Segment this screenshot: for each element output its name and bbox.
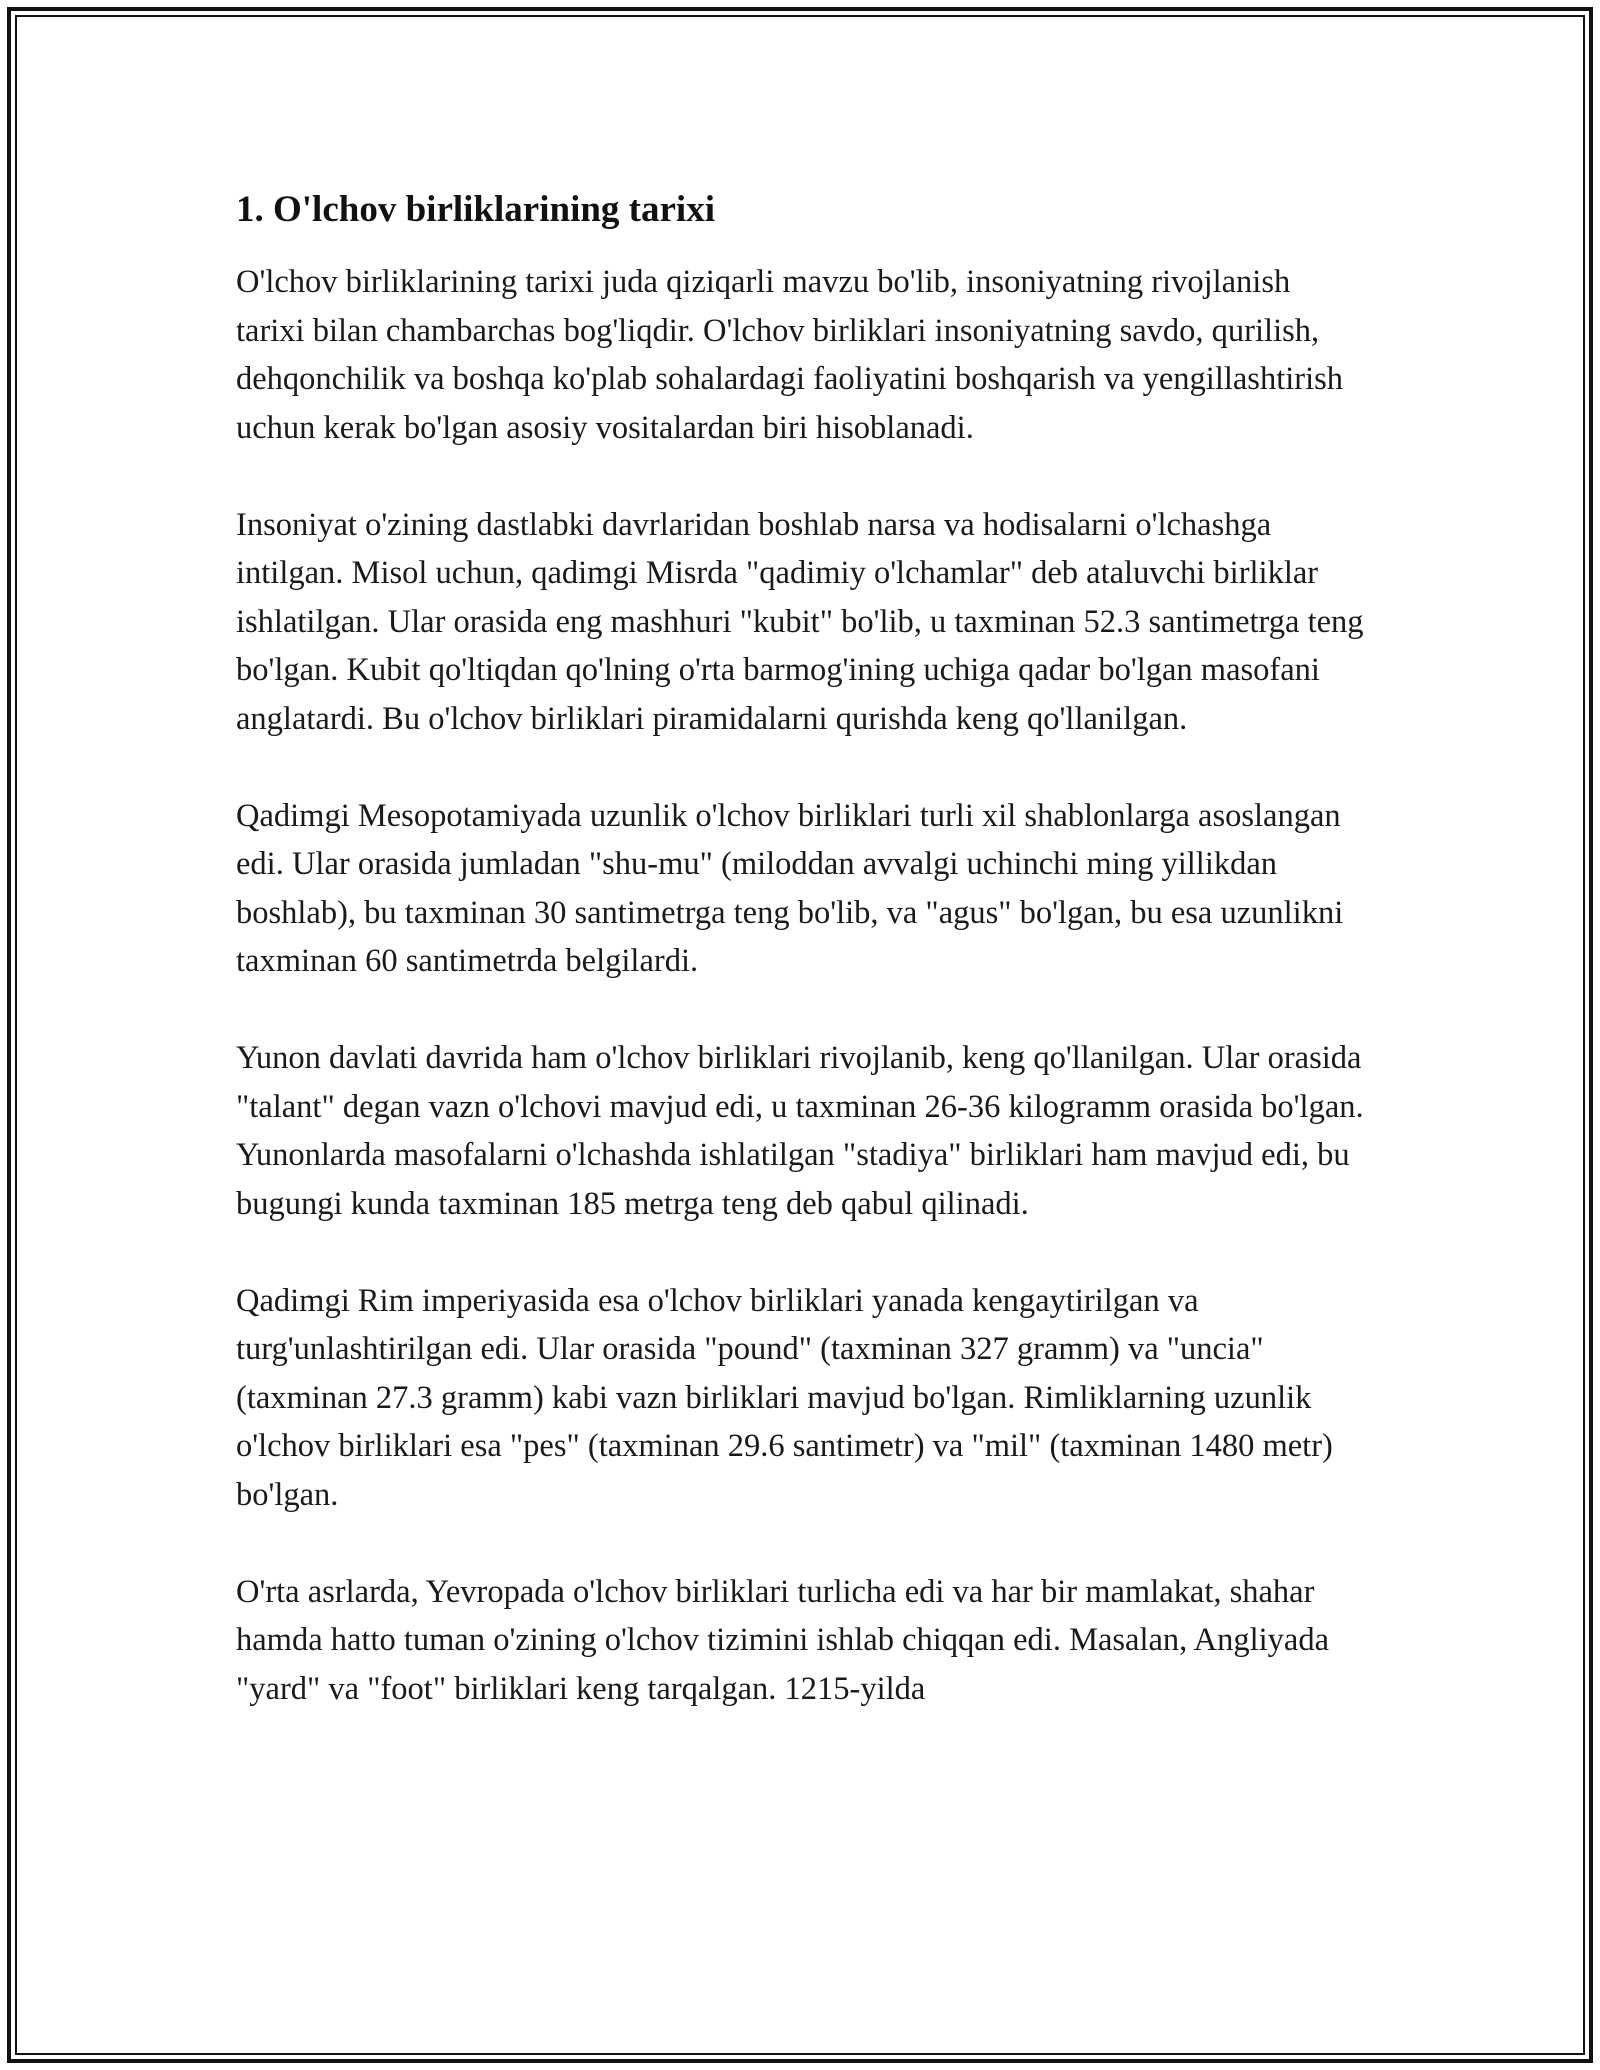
paragraph-middle-ages: O'rta asrlarda, Yevropada o'lchov birliklari turlicha edi va har bir mamlakat, shahar hamda hatto tuman o'zining o'lchov tizimini ishlab chiqqan edi. Masalan, Angliyada "yard" va "foot" birliklari keng tarqalgan. 1215-yilda: [236, 1573, 1330, 1707]
paragraph-egypt: Insoniyat o'zining dastlabki davrlaridan boshlab narsa va hodisalarni o'lchashga intilgan. Misol uchun, qadimgi Misrda "qadimiy o'lchamlar" deb ataluvchi birliklar ishlatilgan. Ular orasida eng mashhuri "kubit" bo'lib, u taxminan 52.3 santimetrga teng bo'lgan. Kubit qo'ltiqdan qo'lning o'rta barmog'ining uchiga qadar bo'lgan masofani anglatardi. Bu o'lchov birliklari piramidalarni qurishda keng qo'llanilgan.: [236, 506, 1364, 737]
paragraph-greece: Yunon davlati davrida ham o'lchov birliklari rivojlanib, keng qo'llanilgan. Ular orasida "talant" degan vazn o'lchovi mavjud edi, u taxminan 26-36 kilogramm orasida bo'lgan. Yunonlarda masofalarni o'lchashda ishlatilgan "stadiya" birliklari ham mavjud edi, bu bugungi kunda taxminan 185 metrga teng deb qabul qilinadi.: [236, 1040, 1364, 1222]
paragraph-rome: Qadimgi Rim imperiyasida esa o'lchov birliklari yanada kengaytirilgan va turg'unlashtirilgan edi. Ular orasida "pound" (taxminan 327 gramm) va "uncia" (taxminan 27.3 gramm) kabi vazn birliklari mavjud bo'lgan. Rimliklarning uzunlik o'lchov birliklari esa "pes" (taxminan 29.6 santimetr) va "mil" (taxminan 1480 metr) bo'lgan.: [236, 1282, 1333, 1513]
section-heading: 1. O'lchov birliklarining tarixi: [236, 189, 715, 230]
document-body: [236, 186, 1366, 1762]
paragraph-mesopotamia: Qadimgi Mesopotamiyada uzunlik o'lchov birliklari turli xil shablonlarga asoslangan edi. Ular orasida jumladan "shu-mu" (miloddan avvalgi uchinchi ming yillikdan boshlab), bu taxminan 30 santimetrga teng bo'lib, va "agus" bo'lgan, bu esa uzunlikni taxminan 60 santimetrda belgilardi.: [236, 797, 1344, 979]
paragraph-intro: O'lchov birliklarining tarixi juda qiziqarli mavzu bo'lib, insoniyatning rivojlanish tarixi bilan chambarchas bog'liqdir. O'lchov birliklari insoniyatning savdo, qurilish, dehqonchilik va boshqa ko'plab sohalardagi faoliyatini boshqarish va yengillashtirish uchun kerak bo'lgan asosiy vositalardan biri hisoblanadi.: [236, 264, 1344, 446]
